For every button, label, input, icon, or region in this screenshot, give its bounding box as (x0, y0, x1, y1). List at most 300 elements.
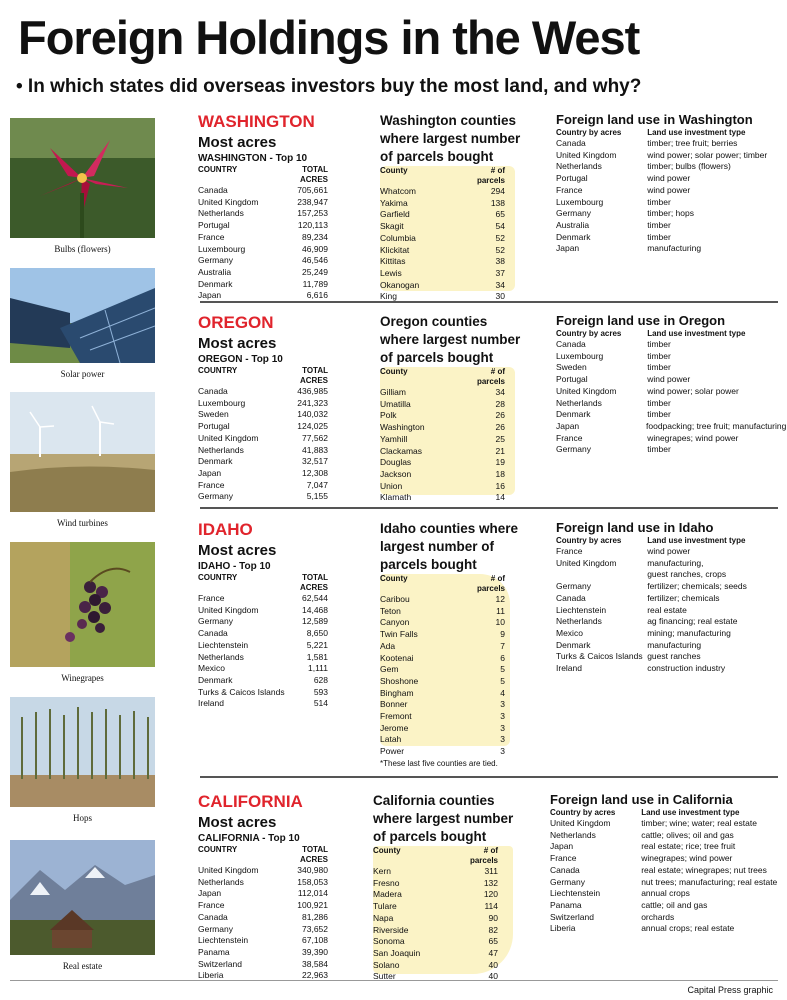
counties-table-header: County # of parcels (380, 574, 505, 593)
acres-subheading: IDAHO - Top 10 (198, 561, 271, 572)
land-use-title: Foreign land use in California (550, 792, 733, 807)
county-row-cell: 26 (495, 422, 505, 433)
land-use-row-cell: Portugal (556, 374, 588, 385)
land-use-title: Foreign land use in Washington (556, 112, 753, 127)
acres-row (198, 877, 378, 889)
land-use-row (556, 398, 786, 410)
county-row-cell: 3 (500, 711, 505, 722)
lily-photo (10, 118, 155, 254)
acres-row-cell: 1,111 (307, 663, 328, 674)
county-row (373, 971, 523, 983)
county-row (380, 629, 530, 641)
county-row-cell: 38 (495, 256, 505, 267)
acres-row-cell: Liechtenstein (198, 935, 249, 946)
county-row-cell: 7 (500, 640, 505, 651)
county-row-cell: 14 (495, 492, 505, 503)
land-use-row-cell: United Kingdom (556, 385, 617, 396)
county-row (373, 913, 523, 925)
land-use-row (556, 232, 786, 244)
county-row-cell: 3 (500, 699, 505, 710)
land-use-row-cell: manufacturing (647, 243, 702, 254)
counties-table-header: County # of parcels (380, 367, 505, 386)
county-row-cell: Columbia (380, 232, 416, 243)
counties-table-header: County # of parcels (373, 846, 498, 865)
acres-row-cell: Luxembourg (198, 243, 246, 254)
acres-row (198, 924, 378, 936)
county-row (373, 960, 523, 972)
land-use-row (556, 339, 786, 351)
acres-row-cell: 22,963 (302, 970, 328, 981)
acres-row-cell: 32,517 (302, 456, 328, 467)
county-row-cell: 52 (495, 232, 505, 243)
acres-table (198, 386, 378, 503)
county-row (380, 457, 530, 469)
land-use-row (550, 841, 780, 853)
land-use-row-cell: ag financing; real estate (647, 616, 738, 627)
land-use-row-cell: wind power (647, 546, 691, 556)
acres-row (198, 687, 378, 699)
land-use-column (550, 792, 780, 935)
acres-row-cell: Japan (198, 888, 222, 899)
county-row-cell: 132 (483, 877, 498, 888)
acres-row-cell: 436,985 (297, 386, 328, 396)
county-row-cell: Jerome (380, 722, 409, 733)
acres-row-cell: Japan (198, 467, 222, 478)
land-use-row-cell: Canada (550, 864, 580, 875)
acres-row (198, 456, 378, 468)
counties-title: California counties where largest number of parcels bought (373, 793, 514, 844)
counties-table (373, 846, 523, 983)
land-use-row-cell: Liechtenstein (556, 604, 607, 615)
land-use-row-cell: Germany (556, 444, 591, 455)
county-row-cell: Washington (380, 422, 425, 433)
county-row-cell: Jackson (380, 468, 412, 479)
county-row (380, 198, 530, 210)
acres-row-cell: Denmark (198, 456, 233, 467)
counties-column (380, 112, 530, 303)
land-use-row-cell: Ireland (556, 663, 582, 674)
acres-row-cell: 238,947 (297, 196, 328, 207)
land-use-row (556, 569, 786, 581)
land-use-row-cell: timber (647, 219, 671, 230)
county-row-cell: Klamath (380, 492, 412, 503)
acres-row-cell: Canada (198, 628, 228, 639)
acres-row-cell: 67,108 (302, 935, 328, 946)
land-use-row-cell: Liechtenstein (550, 888, 601, 899)
land-use-row-cell: timber (647, 231, 671, 242)
county-row-cell: 5 (500, 675, 505, 686)
acres-row-cell: 81,286 (302, 911, 328, 922)
acres-row-cell: Panama (198, 946, 230, 957)
county-row-cell: Latah (380, 734, 402, 745)
land-use-row-cell: manufacturing, (647, 557, 704, 568)
acres-row-cell: 11,789 (302, 278, 328, 289)
county-row-cell: Polk (380, 410, 397, 421)
land-use-row-cell: Japan (556, 420, 580, 431)
acres-row-cell: France (198, 231, 225, 242)
acres-column (198, 792, 378, 982)
land-use-row (556, 150, 786, 162)
county-row-cell: 82 (488, 924, 498, 935)
acres-row-cell: 41,883 (302, 444, 328, 455)
county-row (373, 925, 523, 937)
land-use-row (556, 362, 786, 374)
land-use-row (556, 433, 786, 445)
county-row (380, 481, 530, 493)
acres-row (198, 491, 378, 503)
acres-row-cell: 7,047 (306, 479, 328, 490)
acres-row-cell: 73,652 (302, 923, 328, 934)
acres-row-cell: 100,921 (297, 900, 328, 911)
land-use-row (556, 663, 786, 675)
county-row (380, 606, 530, 618)
land-use-row-cell: Portugal (556, 173, 588, 184)
land-use-row-cell: timber (647, 409, 671, 420)
county-row-cell: Teton (380, 605, 401, 616)
land-use-row-cell: United Kingdom (550, 818, 611, 828)
land-use-row-cell: wind power (647, 173, 691, 184)
county-row-cell: 3 (500, 746, 505, 757)
acres-row-cell: 46,909 (302, 243, 328, 254)
land-use-row-cell: cattle; oil and gas (641, 899, 708, 910)
land-use-row-cell: cattle; olives; oil and gas (641, 829, 734, 840)
county-row (380, 723, 530, 735)
acres-row-cell: Netherlands (198, 651, 244, 662)
county-row-cell: 120 (483, 889, 498, 900)
county-row-cell: 114 (484, 901, 498, 912)
county-row-cell: 294 (490, 186, 505, 196)
land-use-row (556, 185, 786, 197)
state-name: CALIFORNIA (198, 792, 303, 811)
acres-row-cell: 5,155 (306, 491, 328, 502)
county-row (380, 664, 530, 676)
acres-row (198, 445, 378, 457)
county-row (380, 641, 530, 653)
land-use-row-cell: timber (647, 339, 671, 349)
photo-caption: Solar power (60, 369, 105, 379)
acres-row-cell: 89,234 (302, 231, 328, 242)
acres-table (198, 593, 378, 710)
land-use-row-cell: guest ranches (647, 651, 701, 662)
acres-heading: Most acres (198, 542, 277, 559)
county-row-cell: 25 (495, 433, 505, 444)
county-row-cell: Umatilla (380, 398, 411, 409)
acres-column (198, 520, 378, 710)
hops-icon (10, 697, 155, 807)
land-use-row-cell: timber (647, 444, 671, 455)
land-use-row-cell: Sweden (556, 362, 587, 373)
land-use-row (550, 853, 780, 865)
land-use-row-cell: United Kingdom (556, 557, 617, 568)
county-row-cell: Riverside (373, 924, 409, 935)
county-row-cell: Caribou (380, 594, 410, 604)
counties-table-header: County # of parcels (380, 166, 505, 185)
land-use-row-cell: France (556, 546, 583, 556)
land-use-row-cell: annual crops; real estate (641, 923, 735, 934)
county-row-cell: Kootenai (380, 652, 414, 663)
acres-row (198, 267, 378, 279)
acres-row (198, 628, 378, 640)
land-use-row (556, 605, 786, 617)
acres-row (198, 593, 378, 605)
land-use-table-header: Country by acres Land use investment type (556, 329, 746, 338)
land-use-row-cell: winegrapes; wind power (641, 853, 733, 864)
county-row (380, 617, 530, 629)
land-use-row-cell: manufacturing (647, 639, 702, 650)
county-row-cell: Bingham (380, 687, 414, 698)
county-row-cell: Napa (373, 912, 394, 923)
acres-row (198, 912, 378, 924)
county-row-cell: Gem (380, 664, 399, 675)
county-row-cell: 138 (490, 197, 505, 208)
county-row-cell: 28 (495, 398, 505, 409)
section-divider (200, 507, 778, 509)
land-use-column (556, 112, 786, 255)
acres-row (198, 421, 378, 433)
acres-row (198, 698, 378, 710)
land-use-row-cell: Luxembourg (556, 196, 604, 207)
county-row-cell: 16 (495, 480, 505, 491)
county-row (380, 221, 530, 233)
county-row-cell: Lewis (380, 267, 402, 278)
acres-row (198, 480, 378, 492)
acres-row-cell: 120,113 (297, 220, 328, 231)
grapes-photo (10, 542, 155, 683)
land-use-row-cell: timber; bulbs (flowers) (647, 161, 731, 172)
land-use-row-cell: United Kingdom (556, 149, 617, 160)
acres-row-cell: 5,221 (306, 639, 328, 650)
acres-row-cell: Netherlands (198, 208, 244, 219)
land-use-row (556, 173, 786, 185)
land-use-row (550, 865, 780, 877)
land-use-row-cell: Denmark (556, 231, 591, 242)
counties-rows (380, 186, 530, 303)
land-use-row (550, 923, 780, 935)
land-use-row-cell: annual crops (641, 888, 690, 899)
land-use-row (550, 900, 780, 912)
land-use-row-cell: Switzerland (550, 911, 594, 922)
acres-row-cell: 158,053 (297, 876, 328, 887)
acres-row-cell: 46,546 (302, 255, 328, 266)
county-row-cell: Fremont (380, 711, 412, 722)
acres-row (198, 947, 378, 959)
county-row (380, 422, 530, 434)
county-row-cell: Fresno (373, 877, 400, 888)
land-use-table-header: Country by acres Land use investment type (550, 808, 740, 817)
counties-rows (380, 387, 530, 504)
county-row (380, 711, 530, 723)
county-row-cell: 26 (495, 410, 505, 421)
acres-row-cell: Canada (198, 185, 228, 195)
county-row-cell: 52 (495, 244, 505, 255)
acres-row-cell: Australia (198, 266, 232, 277)
acres-row-cell: 62,544 (302, 593, 328, 603)
solar-panel-photo (10, 268, 155, 379)
county-row-cell: Okanogan (380, 279, 420, 290)
acres-row-cell: 77,562 (302, 432, 328, 443)
land-use-title: Foreign land use in Idaho (556, 520, 714, 535)
land-use-row-cell: wind power (647, 374, 691, 385)
barn-photo (10, 840, 155, 971)
acres-row (198, 865, 378, 877)
land-use-row (556, 593, 786, 605)
land-use-row-cell: real estate; winegrapes; nut trees (641, 864, 767, 875)
lily-icon (10, 118, 155, 238)
acres-row-cell: Switzerland (198, 958, 242, 969)
land-use-row-cell: Germany (556, 581, 591, 592)
land-use-row (556, 220, 786, 232)
acres-row-cell: Mexico (198, 663, 225, 674)
acres-row-cell: France (198, 479, 225, 490)
acres-row (198, 605, 378, 617)
land-use-rows (556, 339, 786, 456)
acres-row-cell: Germany (198, 923, 233, 934)
acres-row-cell: United Kingdom (198, 432, 259, 443)
acres-row-cell: 705,661 (297, 185, 328, 195)
acres-row-cell: United Kingdom (198, 604, 259, 615)
county-row-cell: 30 (495, 291, 505, 302)
acres-table (198, 865, 378, 982)
acres-row (198, 900, 378, 912)
land-use-row-cell: nut trees; manufacturing; real estate (641, 876, 778, 887)
county-row (380, 653, 530, 665)
county-row-cell: Ada (380, 640, 396, 651)
county-row-cell: 4 (500, 687, 505, 698)
counties-table (380, 574, 530, 769)
land-use-row-cell: mining; manufacturing (647, 627, 731, 638)
county-row-cell: 34 (495, 279, 505, 290)
county-row-cell: 10 (495, 617, 505, 628)
county-row-cell: 9 (500, 629, 505, 640)
county-row (380, 186, 530, 198)
land-use-row-cell: wind power (647, 184, 691, 195)
land-use-rows (556, 546, 786, 675)
county-row-cell: Whatcom (380, 186, 416, 196)
county-row-cell: Shoshone (380, 675, 419, 686)
land-use-row (556, 628, 786, 640)
county-row-cell: 40 (488, 959, 498, 970)
land-use-row-cell: guest ranches, crops (647, 569, 727, 580)
county-row-cell: 21 (495, 445, 505, 456)
county-row (380, 233, 530, 245)
land-use-row-cell: France (556, 432, 583, 443)
land-use-row-cell: France (556, 184, 583, 195)
counties-title: Washington counties where largest number of parcels bought (380, 113, 521, 164)
county-row-cell: Tulare (373, 901, 397, 912)
land-use-row-cell: winegrapes; wind power (647, 432, 739, 443)
county-row-cell: Union (380, 480, 403, 491)
land-use-table-header: Country by acres Land use investment type (556, 128, 746, 137)
county-row-cell: Twin Falls (380, 629, 418, 640)
county-row-cell: 54 (495, 221, 505, 232)
county-row (380, 434, 530, 446)
acres-row (198, 888, 378, 900)
land-use-row-cell: Netherlands (556, 397, 602, 408)
land-use-row-cell: wind power; solar power (647, 385, 739, 396)
land-use-row (556, 351, 786, 363)
land-use-row (550, 830, 780, 842)
county-row (380, 699, 530, 711)
land-use-row (556, 386, 786, 398)
county-row (373, 866, 523, 878)
barn-icon (10, 840, 155, 955)
acres-row (198, 208, 378, 220)
county-row-cell: 37 (495, 267, 505, 278)
counties-title: Oregon counties where largest number of parcels bought (380, 314, 521, 365)
acres-row-cell: 514 (313, 698, 328, 709)
land-use-row (556, 546, 786, 558)
county-row-cell: 40 (488, 971, 498, 982)
acres-row (198, 185, 378, 197)
county-row (380, 268, 530, 280)
acres-row-cell: Germany (198, 255, 233, 266)
acres-row (198, 640, 378, 652)
land-use-row-cell: fertilizer; chemicals; seeds (647, 581, 747, 592)
county-row (373, 948, 523, 960)
state-name: OREGON (198, 313, 274, 332)
land-use-row (550, 818, 780, 830)
land-use-row (556, 444, 786, 456)
acres-row-cell: 14,468 (302, 604, 328, 615)
land-use-rows (556, 138, 786, 255)
land-use-row-cell: foodpacking; tree fruit; manufacturing (646, 420, 787, 431)
state-name: IDAHO (198, 520, 253, 539)
land-use-row-cell: fertilizer; chemicals (647, 592, 720, 603)
acres-row-cell: Netherlands (198, 876, 244, 887)
state-name: WASHINGTON (198, 112, 315, 131)
acres-heading: Most acres (198, 814, 277, 831)
land-use-row-cell: construction industry (647, 663, 726, 674)
county-row-cell: 65 (495, 209, 505, 220)
land-use-row-cell: Liberia (550, 923, 576, 934)
acres-row-cell: 12,308 (302, 467, 328, 478)
counties-title: Idaho counties where largest number of parcels bought (380, 521, 519, 572)
land-use-row (556, 161, 786, 173)
acres-row-cell: 124,025 (297, 421, 328, 432)
acres-row (198, 386, 378, 398)
page-title: Foreign Holdings in the West (18, 11, 640, 64)
photo-caption: Hops (72, 813, 92, 823)
acres-row-cell: 6,616 (306, 290, 328, 301)
acres-row-cell: France (198, 593, 225, 603)
land-use-row-cell: timber; tree fruit; berries (647, 138, 738, 148)
photo-caption: Wind turbines (57, 518, 108, 528)
acres-row-cell: 25,249 (302, 266, 328, 277)
land-use-row-cell: Australia (556, 219, 590, 230)
acres-table-header: COUNTRY TOTAL ACRES (198, 165, 328, 184)
acres-row-cell: Denmark (198, 278, 233, 289)
acres-table-header: COUNTRY TOTAL ACRES (198, 573, 328, 592)
county-row-cell: Bonner (380, 699, 408, 710)
acres-row-cell: 8,650 (306, 628, 328, 639)
land-use-row-cell: Panama (550, 899, 582, 910)
county-row (380, 594, 530, 606)
land-use-row (556, 640, 786, 652)
section-divider (200, 776, 778, 778)
acres-row-cell: 241,323 (297, 397, 328, 408)
acres-row-cell: Portugal (198, 421, 230, 432)
land-use-row-cell: Germany (556, 208, 591, 219)
acres-row (198, 616, 378, 628)
land-use-row-cell: orchards (641, 911, 675, 922)
acres-row-cell: 628 (313, 674, 328, 685)
acres-row (198, 290, 378, 302)
acres-row (198, 652, 378, 664)
county-row (373, 901, 523, 913)
county-row-cell: Kittitas (380, 256, 406, 267)
county-row (380, 245, 530, 257)
acres-table-header: COUNTRY TOTAL ACRES (198, 366, 328, 385)
